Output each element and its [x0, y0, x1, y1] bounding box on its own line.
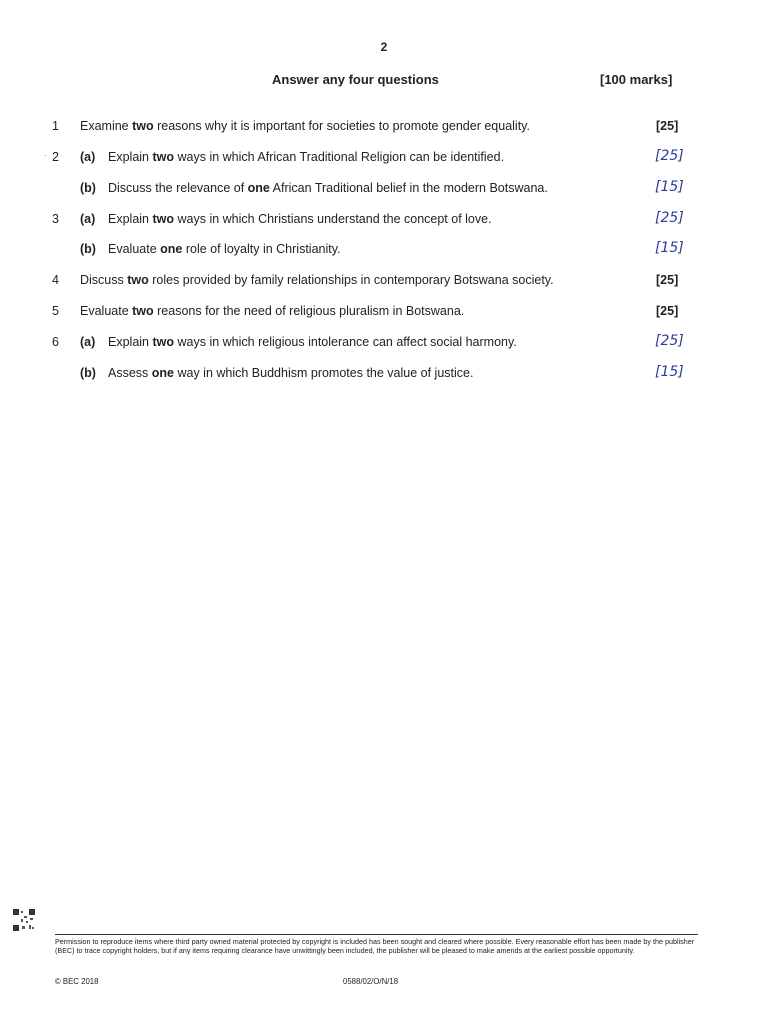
question-number: 4 — [52, 273, 59, 287]
copyright-permission-notice: Permission to reproduce items where third party owned material protected by copyright is included has been sought and cleared where possible. Every reasonable effort has been made by the publisher (BEC) to trace copyright holders, but if any items requiring clearance have unwittingly been included, the publisher will be pleased to make amends at the earliest possible opportunity. — [55, 937, 695, 955]
question-mark: [25] — [656, 273, 679, 287]
handwritten-mark: [25] — [655, 148, 684, 164]
question-part-label: (a) — [80, 335, 96, 349]
question-number: 3 — [52, 212, 59, 226]
total-marks: [100 marks] — [600, 72, 673, 87]
pencil-tick-mark: · — [44, 150, 47, 160]
question-text: Evaluate one role of loyalty in Christianity. — [108, 242, 341, 256]
qr-code-icon — [12, 908, 36, 932]
question-mark: [25] — [656, 119, 679, 133]
question-mark: [25] — [656, 304, 679, 318]
question-part-label: (b) — [80, 181, 96, 195]
paper-code: 0588/02/O/N/18 — [343, 977, 399, 986]
question-number: 5 — [52, 304, 59, 318]
question-text: Explain two ways in which religious intolerance can affect social harmony. — [108, 335, 517, 349]
question-text: Evaluate two reasons for the need of religious pluralism in Botswana. — [80, 304, 465, 318]
question-number: 6 — [52, 335, 59, 349]
question-text: Explain two ways in which Christians understand the concept of love. — [108, 212, 492, 226]
question-number: 1 — [52, 119, 59, 133]
question-text: Explain two ways in which African Traditional Religion can be identified. — [108, 150, 505, 164]
page-number: 2 — [380, 40, 388, 54]
handwritten-mark: [25] — [655, 333, 684, 349]
question-part-label: (a) — [80, 150, 96, 164]
question-text: Examine two reasons why it is important for societies to promote gender equality. — [80, 119, 530, 133]
question-text: Discuss two roles provided by family relationships in contemporary Botswana society. — [80, 273, 554, 287]
handwritten-mark: [15] — [655, 179, 684, 195]
copyright-label: © BEC 2018 — [55, 977, 99, 986]
question-text: Assess one way in which Buddhism promotes the value of justice. — [108, 366, 474, 380]
instructions-heading: Answer any four questions — [272, 72, 439, 87]
footer-divider — [55, 934, 698, 935]
question-part-label: (a) — [80, 212, 96, 226]
handwritten-mark: [25] — [655, 210, 684, 226]
question-part-label: (b) — [80, 242, 96, 256]
handwritten-mark: [15] — [655, 364, 684, 380]
question-number: 2 — [52, 150, 59, 164]
question-part-label: (b) — [80, 366, 96, 380]
handwritten-mark: [15] — [655, 240, 684, 256]
question-text: Discuss the relevance of one African Traditional belief in the modern Botswana. — [108, 181, 548, 195]
